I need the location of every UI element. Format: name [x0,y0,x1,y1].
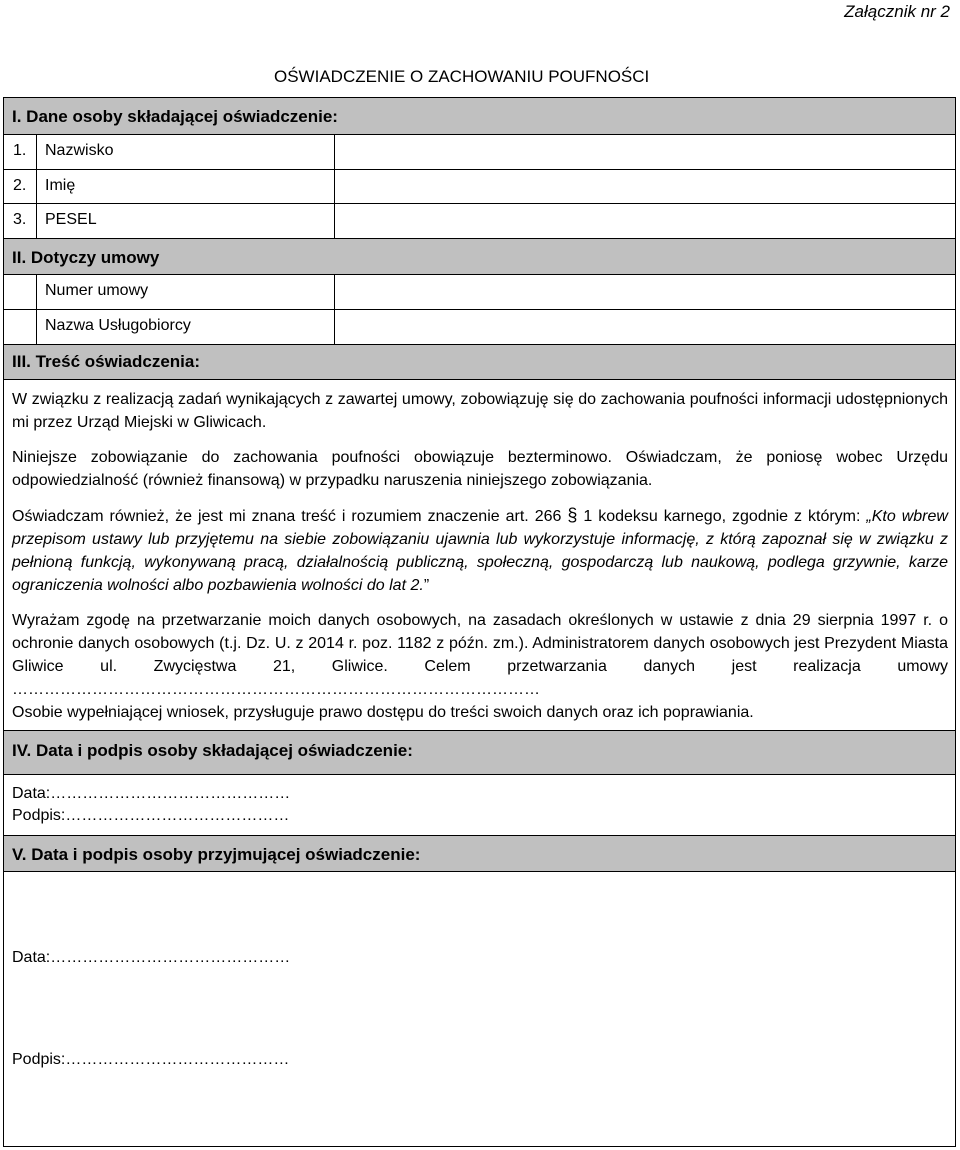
section-4-header [4,730,955,775]
row-number: 1. [4,135,37,169]
row-number: 2. [4,170,37,203]
penal-code-quote: „Kto wbrew przepisom ustawy lub przyjętemu na siebie zobowiązaniu ujawnia lub wykorzystuje informację, z którą zapoznał się w związku z pełnioną funkcją, wykonywaną pracą, działalnością publiczną, społeczną, gospodarczą lub naukową, podlega grzywnie, karze ograniczenia wolności albo pozbawienia wolności do lat 2. [12,508,948,594]
pesel-field[interactable] [335,204,955,238]
applicant-signature-field[interactable]: Podpis:…………………………………… [12,807,290,824]
paragraph-data-consent: Wyrażam zgodę na przetwarzanie moich danych osobowych, na zasadach określonych w ustawie z dnia 29 sierpnia 1997 r. o ochronie danych osobowych (t.j. Dz. U. z 2014 r. poz. 1182 z późn. zm.). Administratorem danych osobowych jest Prezydent Miasta Gliwice ul. Zwycięstwa 21, Gliwice. Celem przetwarzania danych jest realizacja umowy ……………………………………………………………………………………… [12,612,948,698]
receiver-signature-field[interactable]: Podpis:…………………………………… [12,1051,290,1068]
pesel-label: PESEL [37,204,335,238]
contract-number-field[interactable] [335,275,955,309]
row-surname [4,135,955,170]
section-3-header [4,344,955,380]
contract-number-label: Numer umowy [37,275,335,309]
section-1-header [4,98,955,135]
surname-field[interactable] [335,135,955,169]
declaration-form [3,97,956,1147]
row-first-name [4,170,955,204]
document-title: OŚWIADCZENIE O ZACHOWANIU POUFNOŚCI [274,67,650,86]
attachment-label: Załącznik nr 2 [844,2,950,21]
section-5-title: V. Data i podpis osoby przyjmującej oświadczenie: [12,845,421,864]
row-number: 3. [4,204,37,238]
row-service-recipient [4,310,955,344]
paragraph-sign-icon: § [567,505,578,525]
surname-label: Nazwisko [37,135,335,169]
row-pesel [4,204,955,238]
paragraph-data-access: Osobie wypełniającej wniosek, przysługuje prawo dostępu do treści swoich danych oraz ich poprawiania. [12,704,754,721]
section-2-header [4,238,955,275]
service-recipient-label: Nazwa Usługobiorcy [37,310,335,344]
declaration-text [12,388,948,724]
section-4-title: IV. Data i podpis osoby składającej oświadczenie: [12,741,413,760]
section-2-title: II. Dotyczy umowy [12,248,160,267]
service-recipient-field[interactable] [335,310,955,344]
penal-code-intro: Oświadczam również, że jest mi znana treść i rozumiem znaczenie art. 266 [12,508,562,525]
applicant-date-field[interactable]: Data:……………………………………… [12,785,291,802]
penal-code-ref: 1 kodeksu karnego, zgodnie z którym: [583,508,861,525]
row-contract-number [4,275,955,310]
row-number [4,275,37,309]
first-name-label: Imię [37,170,335,203]
receiver-date-field[interactable]: Data:……………………………………… [12,949,291,966]
section-3-title: III. Treść oświadczenia: [12,352,201,371]
paragraph-penal-code [12,504,948,597]
section-5-header [4,835,955,872]
first-name-field[interactable] [335,170,955,203]
paragraph-confidentiality: W związku z realizacją zadań wynikających z zawartej umowy, zobowiązuję się do zachowania poufności informacji udostępnionych mi przez Urząd Miejski w Gliwicach. [12,391,948,431]
section-1-title: I. Dane osoby składającej oświadczenie: [12,107,338,126]
quote-close: ” [423,577,430,594]
row-number [4,310,37,344]
paragraph-liability: Niniejsze zobowiązanie do zachowania poufności obowiązuje bezterminowo. Oświadczam, że poniosę wobec Urzędu odpowiedzialność (również finansową) w przypadku naruszenia niniejszego zobowiązania. [12,449,948,489]
